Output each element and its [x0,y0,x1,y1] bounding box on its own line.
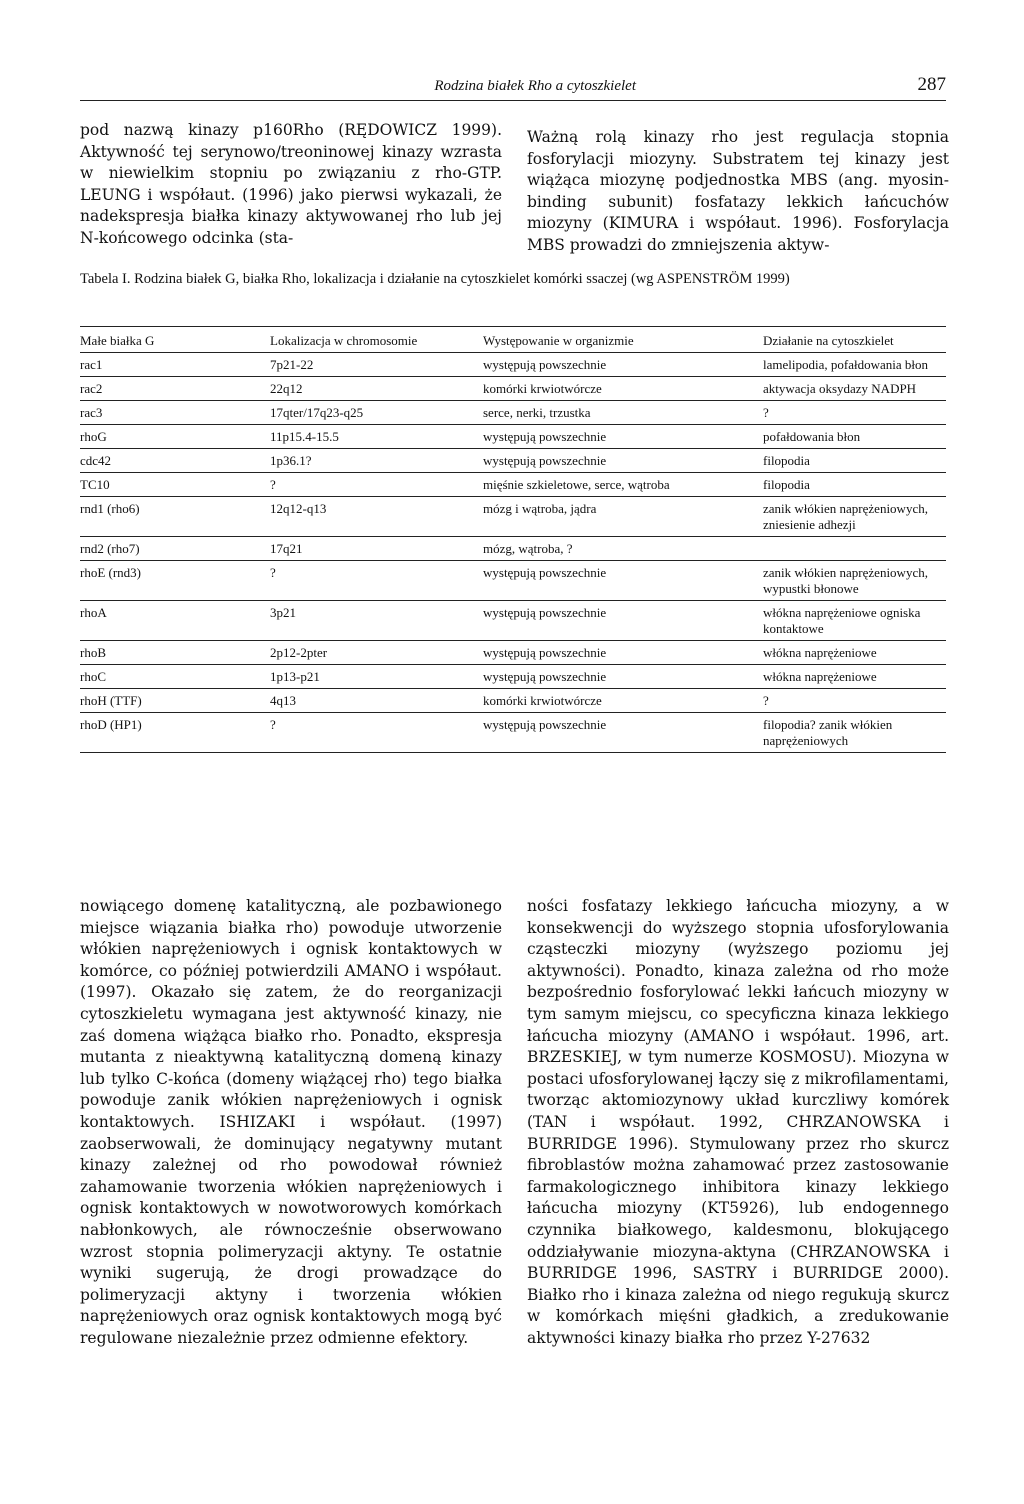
table-cell: występują powszechnie [483,353,763,377]
running-title: Rodzina białek Rho a cytoszkielet [434,78,636,94]
table-caption: Tabela I. Rodzina białek G, białka Rho, lokalizacja i działanie na cytoszkielet komórki ssaczej (wg ASPENSTRÖM 1999) [80,271,790,287]
table-cell: zanik włókien naprężeniowych, zniesienie adhezji [763,497,946,537]
table-cell: lamelipodia, pofałdowania błon [763,353,946,377]
table-row [80,713,946,753]
table-cell: 1p13-p21 [270,665,483,689]
table-cell: 1p36.1? [270,449,483,473]
table-cell: ? [270,713,483,753]
bottom-right-paragraph: ności fosfatazy lekkiego łańcucha miozyny, a w konsekwencji do wyższego stopnia ufosforylowania cząsteczki miozyny (wyższego poziomu jej aktywności). Ponadto, kinaza zależna od rho może bezpośrednio fosforylować lekki łańcuch miozyny w tym samym miejscu, co specyficzna kinaza lekkiego łańcucha miozyny (AMANO i współaut. 1996, art. BRZESKIEJ, w tym numerze KOSMOSU). Miozyna w postaci ufosforylowanej łączy się z mikrofilamentami, tworząc aktomiozynowy układ kurczliwy komórek (TAN i współaut. 1992, CHRZANOWSKA i BURRIDGE 1996). Stymulowany przez rho skurcz fibroblastów można zahamować przez zastosowanie farmakologicznego inhibitora kinazy lekkiego łańcucha miozyny (KT5926), lub endogennego czynnika białkowego, kaldesmonu, blokującego oddziaływanie miozyna-aktyna (CHRZANOWSKA i BURRIDGE 1996, SASTRY i BURRIDGE 2000). Białko rho i kinaza zależna od niego regukują skurcz w komórkach mięśni gładkich, a zredukowanie aktywności kinazy białka rho przez Y-27632 [527,897,949,1347]
table-row [80,473,946,497]
table-cell: komórki krwiotwórcze [483,689,763,713]
table-row [80,353,946,377]
table-cell: TC10 [80,473,270,497]
table-cell: filopodia [763,449,946,473]
table-row [80,425,946,449]
table-cell: włókna naprężeniowe [763,665,946,689]
table-cell: ? [270,473,483,497]
table-row [80,601,946,641]
page-header [80,74,946,101]
table-cell: filopodia [763,473,946,497]
table-cell: 11p15.4-15.5 [270,425,483,449]
table-cell: 2p12-2pter [270,641,483,665]
table-cell: 7p21-22 [270,353,483,377]
column-header: Małe białka G [80,327,270,353]
table-cell: filopodia? zanik włókien naprężeniowych [763,713,946,753]
table-row [80,401,946,425]
table-cell: cdc42 [80,449,270,473]
table-cell: ? [270,561,483,601]
table-header-row [80,327,946,353]
table-cell: występują powszechnie [483,601,763,641]
table-cell: rhoB [80,641,270,665]
table-cell: 3p21 [270,601,483,641]
table-cell: włókna naprężeniowe [763,641,946,665]
table-cell: 17qter/17q23-q25 [270,401,483,425]
top-left-paragraph: pod nazwą kinazy p160Rho (RĘDOWICZ 1999). Aktywność tej serynowo/treoninowej kinazy wzrasta w niewielkim stopniu po związaniu z rho-GTP. LEUNG i współaut. (1996) jako pierwsi wykazali, że nadekspresja białka kinazy aktywowanej rho lub jej N-końcowego odcinka (sta- [80,121,502,247]
table-cell: występują powszechnie [483,665,763,689]
table-row [80,561,946,601]
column-header: Lokalizacja w chromosomie [270,327,483,353]
bottom-left-paragraph: nowiącego domenę katalityczną, ale pozbawionego miejsce wiązania białka rho) powoduje utworzenie włókien naprężeniowych i ognisk kontaktowych w komórce, co później potwierdzili AMANO i współaut. (1997). Okazało się zatem, że do reorganizacji cytoszkieletu wymagana jest aktywność kinazy, nie zaś domena wiążąca białko rho. Ponadto, ekspresja mutanta z nieaktywną katalityczną domeną kinazy lub tylko C-końca (domeny wiążącej rho) tego białka powoduje zanik włókien naprężeniowych i ognisk kontaktowych. ISHIZAKI i współaut. (1997) zaobserwowali, że dominujący negatywny mutant kinazy zależnej od rho powodował również zahamowanie tworzenia włókien naprężeniowych i ognisk kontaktowych w nowotworowych komórkach nabłonkowych, ale równocześnie obserwowano wzrost stopnia polimeryzacji aktyny. Te ostatnie wyniki sugerują, że drogi prowadzące do polimeryzacji aktyny i tworzenia włókien naprężeniowych oraz ognisk kontaktowych mogą być regulowane niezależnie przez odmienne efektory. [80,897,502,1347]
table-cell: 17q21 [270,537,483,561]
table-cell: rac1 [80,353,270,377]
table-cell: ? [763,689,946,713]
table-row [80,377,946,401]
top-right-paragraph: Ważną rolą kinazy rho jest regulacja stopnia fosforylacji miozyny. Substratem tej kinazy jest wiążąca miozynę podjednostka MBS (ang. myosin-binding subunit) fosfatazy lekkich łańcuchów miozyny (KIMURA i współaut. 1996). Fosforylacja MBS prowadzi do zmniejszenia aktyw- [527,128,949,254]
table-cell: serce, nerki, trzustka [483,401,763,425]
table-row [80,537,946,561]
table-cell: 22q12 [270,377,483,401]
table-cell [763,537,946,561]
table-cell: włókna naprężeniowe ogniska kontaktowe [763,601,946,641]
table-cell: rnd2 (rho7) [80,537,270,561]
table-row [80,497,946,537]
protein-table [80,326,946,753]
table-cell: rhoC [80,665,270,689]
table-cell: 12q12-q13 [270,497,483,537]
table-cell: mózg i wątroba, jądra [483,497,763,537]
table-cell: występują powszechnie [483,425,763,449]
table-cell: 4q13 [270,689,483,713]
table-cell: komórki krwiotwórcze [483,377,763,401]
page-number: 287 [917,74,946,95]
table-cell: rhoD (HP1) [80,713,270,753]
table-row [80,689,946,713]
table-cell: występują powszechnie [483,713,763,753]
table-cell: rhoA [80,601,270,641]
table-cell: mózg, wątroba, ? [483,537,763,561]
table-cell: aktywacja oksydazy NADPH [763,377,946,401]
column-header: Występowanie w organizmie [483,327,763,353]
table-row [80,449,946,473]
table-cell: ? [763,401,946,425]
table-cell: mięśnie szkieletowe, serce, wątroba [483,473,763,497]
table-cell: rhoE (rnd3) [80,561,270,601]
table-cell: występują powszechnie [483,641,763,665]
table-cell: rac3 [80,401,270,425]
table-cell: rnd1 (rho6) [80,497,270,537]
table-cell: występują powszechnie [483,561,763,601]
table-cell: rhoG [80,425,270,449]
table-cell: rac2 [80,377,270,401]
table-cell: rhoH (TTF) [80,689,270,713]
table-cell: występują powszechnie [483,449,763,473]
table-cell: pofałdowania błon [763,425,946,449]
table-row [80,641,946,665]
column-header: Działanie na cytoszkielet [763,327,946,353]
table-cell: zanik włókien naprężeniowych, wypustki błonowe [763,561,946,601]
table-row [80,665,946,689]
